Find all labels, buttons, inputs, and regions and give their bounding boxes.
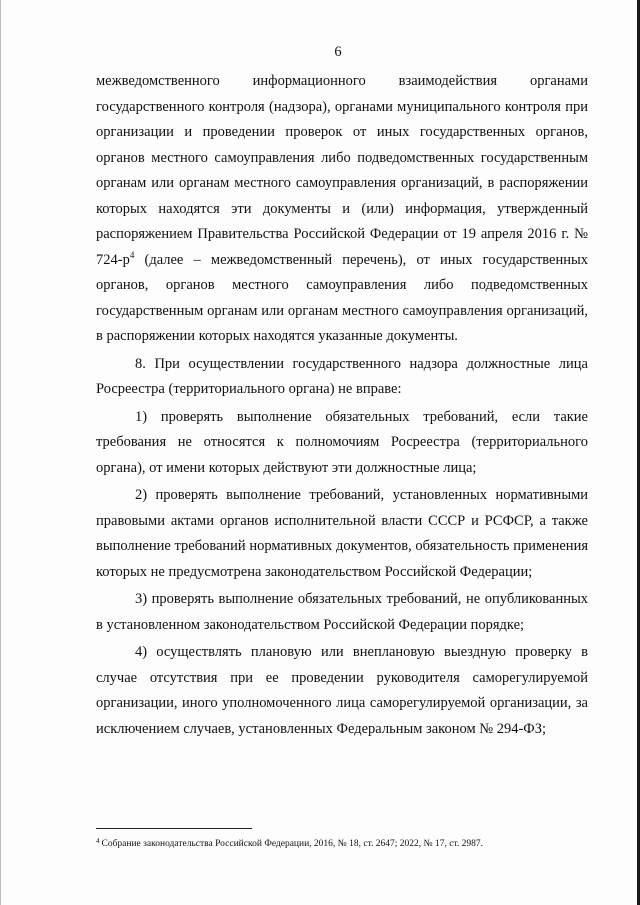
paragraph-item-8: 8. При осуществлении государственного надзора должностные лица Росреестра (территориального органа) не вправе: xyxy=(96,355,588,397)
footnote xyxy=(96,835,588,850)
footnote-reference: 4 xyxy=(129,249,135,260)
footnote-text: Собрание законодательства Российской Федерации, 2016, № 18, ст. 2647; 2022, № 17, ст. 2987. xyxy=(101,839,484,849)
paragraph-subitem-3: 3) проверять выполнение обязательных требований, не опубликованных в установленном законодательством Российской Федерации порядке; xyxy=(96,591,588,633)
paragraph-text: межведомственного информационного взаимодействия органами государственного контроля (надзора), органами муниципального контроля при организации и проведении проверок от иных государственных органов, органов местного самоуправления либо подведомственных государственным органам или органам местного самоуправления организаций, в распоряжении которых находятся эти документы и (или) информация, утвержденный распоряжением Правительства Российской Федерации от 19 апреля 2016 г. № 724-р xyxy=(96,73,588,268)
paragraph-subitem-4: 4) осуществлять плановую или внеплановую выездную проверку в случае отсутствия при ее проведении руководителя саморегулируемой организации, иного уполномоченного лица саморегулируемой организации, за исключением случаев, установленных Федеральным законом № 294-ФЗ; xyxy=(96,644,588,737)
footnote-separator xyxy=(96,828,252,829)
page-number: 6 xyxy=(334,44,342,60)
page-left-edge xyxy=(0,0,1,905)
paragraph-interagency-list xyxy=(96,69,588,350)
footnote-mark: 4 xyxy=(96,837,100,845)
paragraph-subitem-1: 1) проверять выполнение обязательных требований, если такие требования не относятся к полномочиям Росреестра (территориального органа), от имени которых действуют эти должностные лица; xyxy=(96,408,588,476)
document-body xyxy=(96,69,588,742)
paragraph-subitem-2: 2) проверять выполнение требований, установленных нормативными правовыми актами органов исполнительной власти СССР и РСФСР, а также выполнение требований нормативных документов, обязательность применения которых не предусмотрена законодательством Российской Федерации; xyxy=(96,487,588,580)
paragraph-text-continued: (далее – межведомственный перечень), от иных государственных органов, органов местного самоуправления либо подведомственных государственным органам или органам местного самоуправления организаций, в распоряжении которых находятся указанные документы. xyxy=(96,251,588,344)
